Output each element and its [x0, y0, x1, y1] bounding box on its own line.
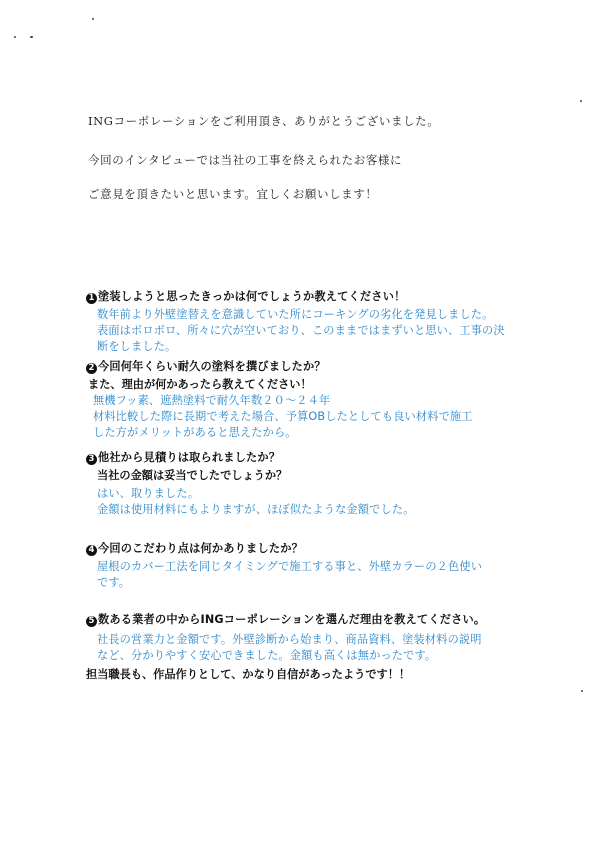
question-4 [86, 540, 303, 556]
question-text: 他社から見積りは取られましたか？ [98, 451, 281, 464]
question-text: 今回何年くらい耐久の塗料を撰びましたか？ [98, 360, 326, 373]
answer-2-line-1: 無機フッ素、遮熱塗料で耐久年数２０～２４年 [93, 394, 331, 407]
question-text: 塗装しようと思ったきっかは何でしょうか教えてください！ [98, 290, 406, 303]
question-3-subtext: 当社の金額は妥当でしたでしょうか？ [97, 469, 288, 482]
answer-2-line-3: した方がメリットがあると思えたから。 [93, 426, 297, 439]
intro-line-3: ご意見を頂きたいと思います。宜しくお願いします！ [88, 187, 378, 201]
scan-speck [580, 100, 582, 102]
answer-5-line-1: 社長の営業力と金額です。外壁診断から始まり、商品資料、塗装材料の説明 [97, 633, 482, 646]
answer-1-line-2: 表面はボロボロ、所々に穴が空いており、このままではまずいと思い、工事の決 [97, 324, 505, 337]
answer-1-line-1: 数年前より外壁塗替えを意識していた所にコーキングの劣化を発見しました。 [97, 308, 494, 321]
question-number-badge: 2 [86, 363, 97, 374]
answer-3-line-1: はい、取りました。 [97, 487, 200, 500]
question-3 [86, 449, 280, 465]
question-1 [86, 288, 405, 304]
question-2-subtext: また、理由が何かあったら教えてください！ [88, 378, 312, 391]
answer-4-line-2: です。 [97, 576, 131, 589]
answer-2-line-2: 材料比較した際に長期で考えた場合、予算OBしたとしても良い材料で施工 [93, 410, 473, 423]
scan-speck [14, 36, 16, 38]
question-5 [86, 611, 485, 627]
answer-4-line-1: 屋根のカバー工法を同じタイミングで施工する事と、外壁カラーの２色使い [97, 560, 483, 573]
question-number-badge: 3 [86, 454, 97, 465]
question-number-badge: 5 [86, 616, 97, 627]
question-number-badge: 4 [86, 545, 97, 556]
question-text: 今回のこだわり点は何かありましたか？ [98, 542, 303, 555]
scan-speck [581, 690, 583, 692]
closing-remark: 担当職長も、作品作りとして、かなり自信があったようです！！ [86, 668, 411, 681]
scan-speck [92, 18, 94, 20]
answer-5-line-2: など、分かりやすく安心できました。金額も高くは無かったです。 [97, 649, 437, 662]
answer-3-line-2: 金額は使用材料にもよりますが、ほぼ似たような金額でした。 [97, 503, 415, 516]
question-text: 数ある業者の中からINGコーポレーションを選んだ理由を教えてください。 [98, 613, 486, 626]
intro-line-1: INGコーポレーションをご利用頂き、ありがとうございました。 [88, 114, 440, 128]
answer-1-line-3: 断をしました。 [97, 340, 177, 353]
scan-speck [30, 36, 33, 38]
question-2 [86, 358, 326, 374]
intro-line-2: 今回のインタビューでは当社の工事を終えられたお客様に [88, 153, 403, 167]
question-number-badge: 1 [86, 293, 97, 304]
